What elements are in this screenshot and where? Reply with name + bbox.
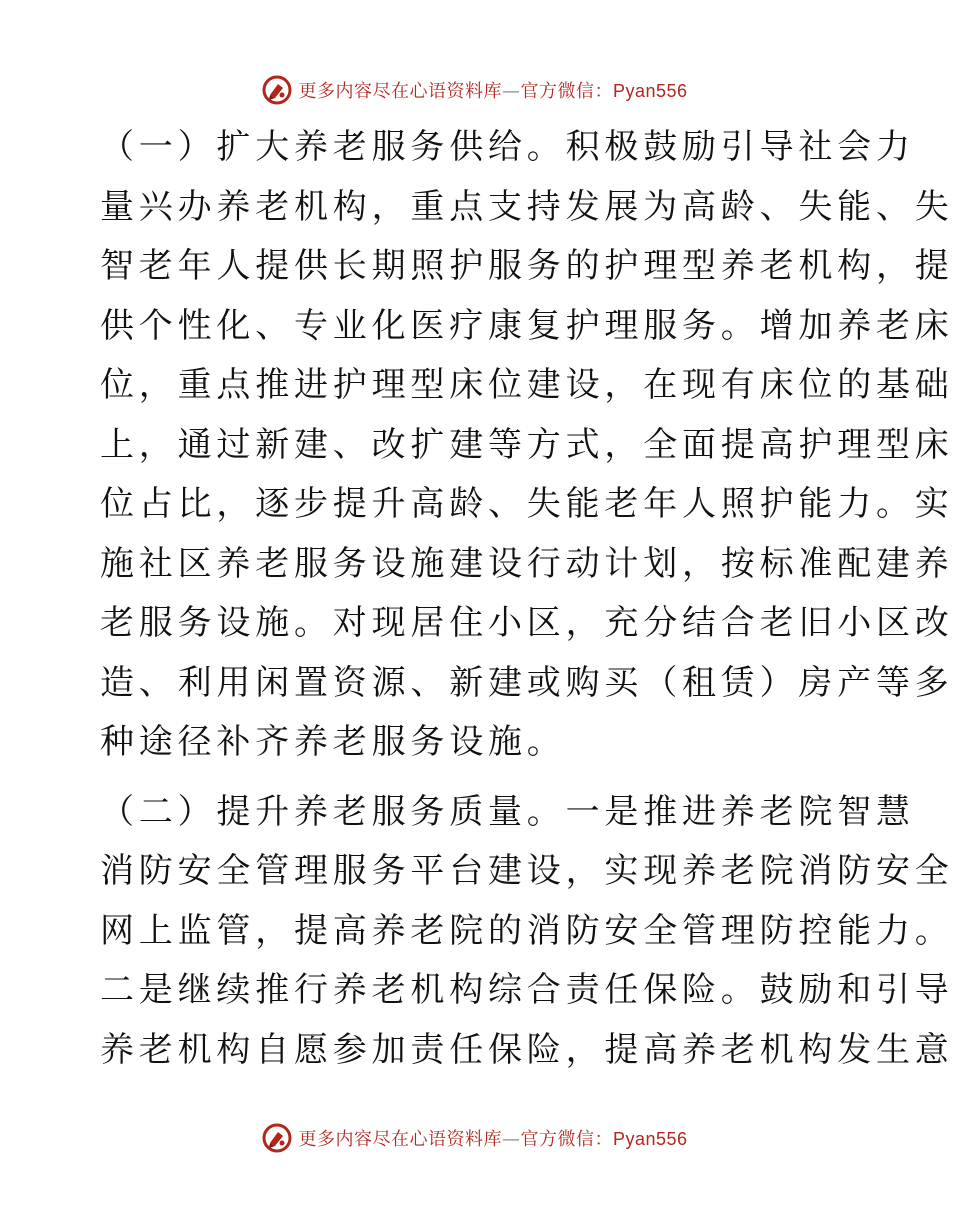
text-line: 智老年人提供长期照护服务的护理型养老机构，提 [100,246,954,286]
text-line: （二）提升养老服务质量。一是推进养老院智慧 [100,791,915,832]
text-line: 种途径补齐养老服务设施。 [100,722,566,762]
footer-dash: — [501,1129,521,1150]
text-line: 养老机构自愿参加责任保险，提高养老机构发生意 [100,1029,954,1070]
text-line: 消防安全管理服务平台建设，实现养老院消防安全 [100,851,954,891]
footer-contact-id: Pyan556 [612,1129,688,1149]
header-contact-id: Pyan556 [612,81,688,101]
header-contact-label: 官方微信： [520,81,613,102]
header-banner [0,70,950,110]
text-line: 量兴办养老机构，重点支持发展为高龄、失能、失 [100,186,954,227]
text-line: 供个性化、专业化医疗康复护理服务。增加养老床 [100,305,954,346]
text-line: 上，通过新建、改扩建等方式，全面提高护理型床 [100,424,954,465]
text-line: 二是继续推行养老机构综合责任保险。鼓励和引导 [100,970,954,1010]
text-line: 造、利用闲置资源、新建或购买（租赁）房产等多 [100,662,954,703]
footer-banner-text [298,1125,687,1151]
footer-contact-label: 官方微信： [520,1129,613,1150]
text-line: 老服务设施。对现居住小区，充分结合老旧小区改 [100,603,954,643]
paragraph-1 [100,118,954,773]
paragraph-2 [100,783,954,1081]
footer-brand-text: 更多内容尽在心语资料库 [298,1129,502,1150]
text-line: （一）扩大养老服务供给。积极鼓励引导社会力 [100,127,915,167]
header-banner-text [298,77,687,103]
brand-logo-icon [262,1123,292,1153]
text-line: 网上监管，提高养老院的消防安全管理防控能力。 [100,910,954,951]
text-line: 施社区养老服务设施建设行动计划，按标准配建养 [100,543,954,584]
text-line: 位占比，逐步提升高龄、失能老年人照护能力。实 [100,484,954,524]
text-line: 位，重点推进护理型床位建设，在现有床位的基础 [100,365,954,405]
header-brand-text: 更多内容尽在心语资料库 [298,81,502,102]
header-dash: — [501,81,521,102]
footer-banner [0,1118,950,1158]
document-body [100,118,954,1090]
brand-logo-icon [262,75,292,105]
